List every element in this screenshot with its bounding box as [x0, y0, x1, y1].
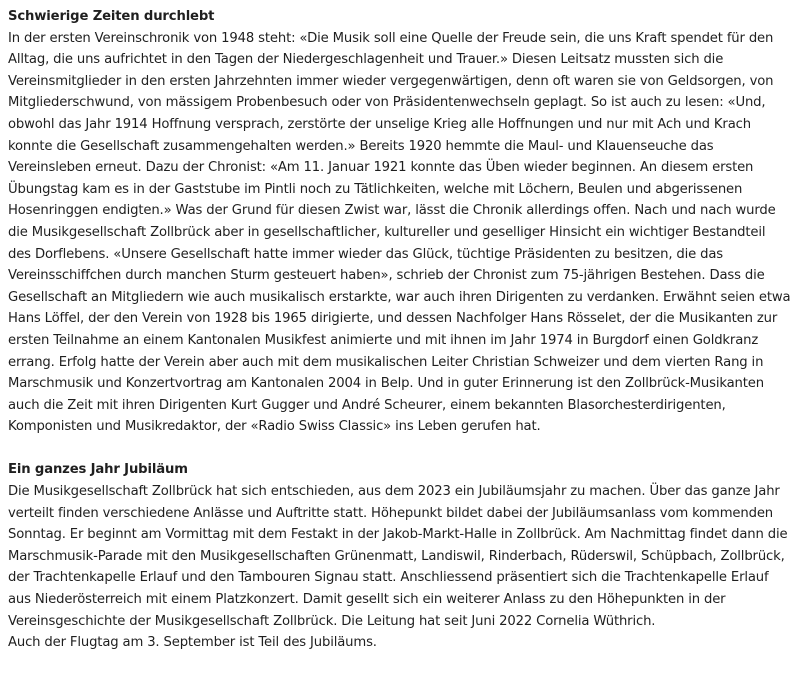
- section-paragraph: Auch der Flugtag am 3. September ist Teil des Jubiläums.: [8, 635, 377, 651]
- section-heading: Schwierige Zeiten durchlebt: [8, 9, 215, 24]
- section-paragraph: Die Musikgesellschaft Zollbrück hat sich entschieden, aus dem 2023 ein Jubiläumsjahr zu machen. Über das ganze Jahr verteilt finden verschiedene Anlässe und Auftritte statt. Höhepunkt bildet dabei der Jubiläumsanlass vom kommenden Sonntag. Er beginnt am Vormittag mit dem Festakt in der Jakob-Markt-Halle in Zollbrück. Am Nachmittag findet dann die Marschmusik-Parade mit den Musikgesellschaften Grünenmatt, Landiswil, Rinderbach, Rüderswil, Schüpbach, Zollbrück, der Trachtenkapelle Erlauf und den Tambouren Signau statt. Anschliessend präsentiert sich die Trachtenkapelle Erlauf aus Niederösterreich mit einem Platzkonzert. Damit gesellt sich ein weiterer Anlass zu den Höhepunkten in der Vereinsgeschichte der Musikgesellschaft Zollbrück. Die Leitung hat seit Juni 2022 Cornelia Wüthrich.: [8, 484, 788, 629]
- section-jubilee: [8, 459, 792, 653]
- section-history: [8, 6, 792, 438]
- section-paragraph: In der ersten Vereinschronik von 1948 steht: «Die Musik soll eine Quelle der Freude sein, die uns Kraft spendet für den Alltag, die uns aufrichtet in den Tagen der Niedergeschlagenheit und Trauer.» Diesen Leitsatz mussten sich die Vereinsmitglieder in den ersten Jahrzehnten immer wieder vergegenwärtigen, denn oft waren sie von Geldsorgen, von Mitgliederschwund, von mässigem Probenbesuch oder von Präsidentenwechseln geplagt. So ist auch zu lesen: «Und, obwohl das Jahr 1914 Hoffnung versprach, zerstörte der unselige Krieg alle Hoffnungen und nur mit Ach und Krach konnte die Gesellschaft zusammengehalten werden.» Bereits 1920 hemmte die Maul- und Klauenseuche das Vereinsleben erneut. Dazu der Chronist: «Am 11. Januar 1921 konnte das Üben wieder beginnen. An diesem ersten Übungstag kam es in der Gaststube im Pintli noch zu Tätlichkeiten, welche mit Löchern, Beulen und abgerissenen Hosenringgen endigten.» Was der Grund für diesen Zwist war, lässt die Chronik allerdings offen. Nach und nach wurde die Musikgesellschaft Zollbrück aber in gesellschaftlicher, kultureller und geselliger Hinsicht ein wichtiger Bestandteil des Dorflebens. «Unsere Gesellschaft hatte immer wieder das Glück, tüchtige Präsidenten zu besitzen, die das Vereinsschiffchen durch manchen Sturm gesteuert haben», schrieb der Chronist zum 75-jährigen Bestehen. Dass die Gesellschaft an Mitgliedern wie auch musikalisch erstarkte, war auch ihren Dirigenten zu verdanken. Erwähnt seien etwa Hans Löffel, der den Verein von 1928 bis 1965 dirigierte, und dessen Nachfolger Hans Rösselet, der die Musikanten zur ersten Teilnahme an einem Kantonalen Musikfest animierte und mit ihnen im Jahr 1974 in Burgdorf einen Goldkranz errang. Erfolg hatte der Verein aber auch mit dem musikalischen Leiter Christian Schweizer und dem vierten Rang in Marschmusik und Konzertvortrag am Kantonalen 2004 in Belp. Und in guter Erinnerung ist den Zollbrück-Musikanten auch die Zeit mit ihren Dirigenten Kurt Gugger und André Scheurer, einem bekannten Blasorchesterdirigenten, Komponisten und Musikredaktor, der «Radio Swiss Classic» ins Leben gerufen hat.: [8, 30, 791, 435]
- article: [8, 6, 792, 654]
- section-heading: Ein ganzes Jahr Jubiläum: [8, 462, 188, 478]
